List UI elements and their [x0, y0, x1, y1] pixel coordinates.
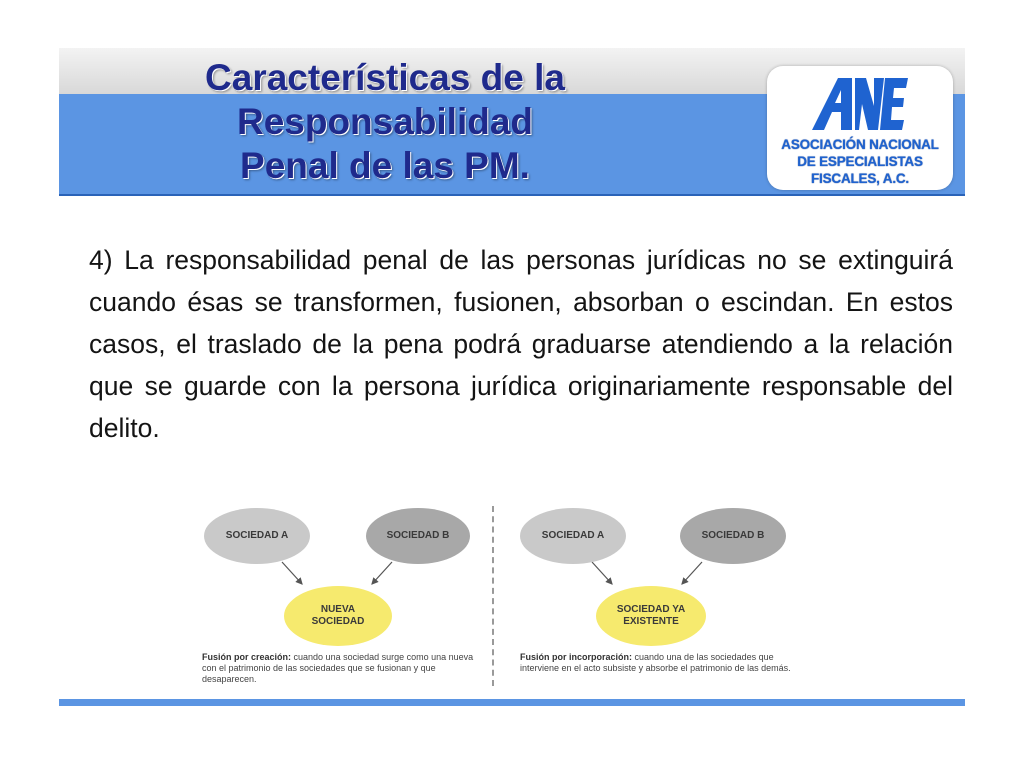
right-sociedad-a	[520, 508, 626, 564]
title-line: Penal de las PM.	[240, 145, 530, 186]
arrow-icon	[682, 562, 702, 584]
right-caption	[520, 652, 795, 674]
title-line: Responsabilidad	[236, 101, 534, 142]
arrow-icon	[372, 562, 392, 584]
left-caption	[202, 652, 482, 685]
bubble-label: NUEVA	[320, 604, 356, 615]
bubble-label: SOCIEDAD A	[225, 530, 289, 541]
bubble-label: SOCIEDAD	[311, 616, 365, 627]
logo-text-line: DE ESPECIALISTAS	[797, 154, 923, 169]
left-sociedad-b	[366, 508, 470, 564]
logo-text-line: ASOCIACIÓN NACIONAL	[781, 137, 939, 152]
caption-text: cuando una de las sociedades que interviene en el acto subsiste y absorbe el patrimonio de las demás.	[520, 652, 791, 673]
bubble-label: SOCIEDAD A	[541, 530, 605, 541]
slide-title	[150, 56, 620, 188]
arrow-icon	[592, 562, 612, 584]
left-result-bubble	[284, 586, 392, 646]
bubble-label: SOCIEDAD B	[386, 530, 450, 541]
logo-text-line: FISCALES, A.C.	[811, 171, 909, 186]
bubble-label: SOCIEDAD YA	[616, 604, 686, 615]
right-result-bubble	[596, 586, 706, 646]
caption-text: cuando una sociedad surge como una nueva con el patrimonio de las sociedades que se fusionan y que desaparecen.	[202, 652, 474, 684]
diagram-divider	[492, 506, 494, 686]
title-line: Características de la	[205, 57, 565, 98]
right-sociedad-b	[680, 508, 786, 564]
ane-logo-mark-icon	[808, 74, 912, 134]
header-divider	[59, 194, 965, 196]
bubble-label: EXISTENTE	[623, 616, 679, 627]
caption-label: Fusión por creación:	[202, 652, 292, 662]
merger-diagram	[190, 500, 802, 692]
body-paragraph: 4) La responsabilidad penal de las personas jurídicas no se extinguirá cuando ésas se transformen, fusionen, absorban o escindan. En estos casos, el traslado de la pena podrá graduarse atendiendo a la relación que se guarde con la persona jurídica originariamente responsable del delito.	[89, 245, 953, 443]
ane-logo	[767, 66, 953, 190]
left-sociedad-a	[204, 508, 310, 564]
arrow-icon	[282, 562, 302, 584]
footer-line	[59, 699, 965, 706]
caption-label: Fusión por incorporación:	[520, 652, 632, 662]
bubble-label: SOCIEDAD B	[701, 530, 765, 541]
logo-text	[767, 136, 953, 187]
